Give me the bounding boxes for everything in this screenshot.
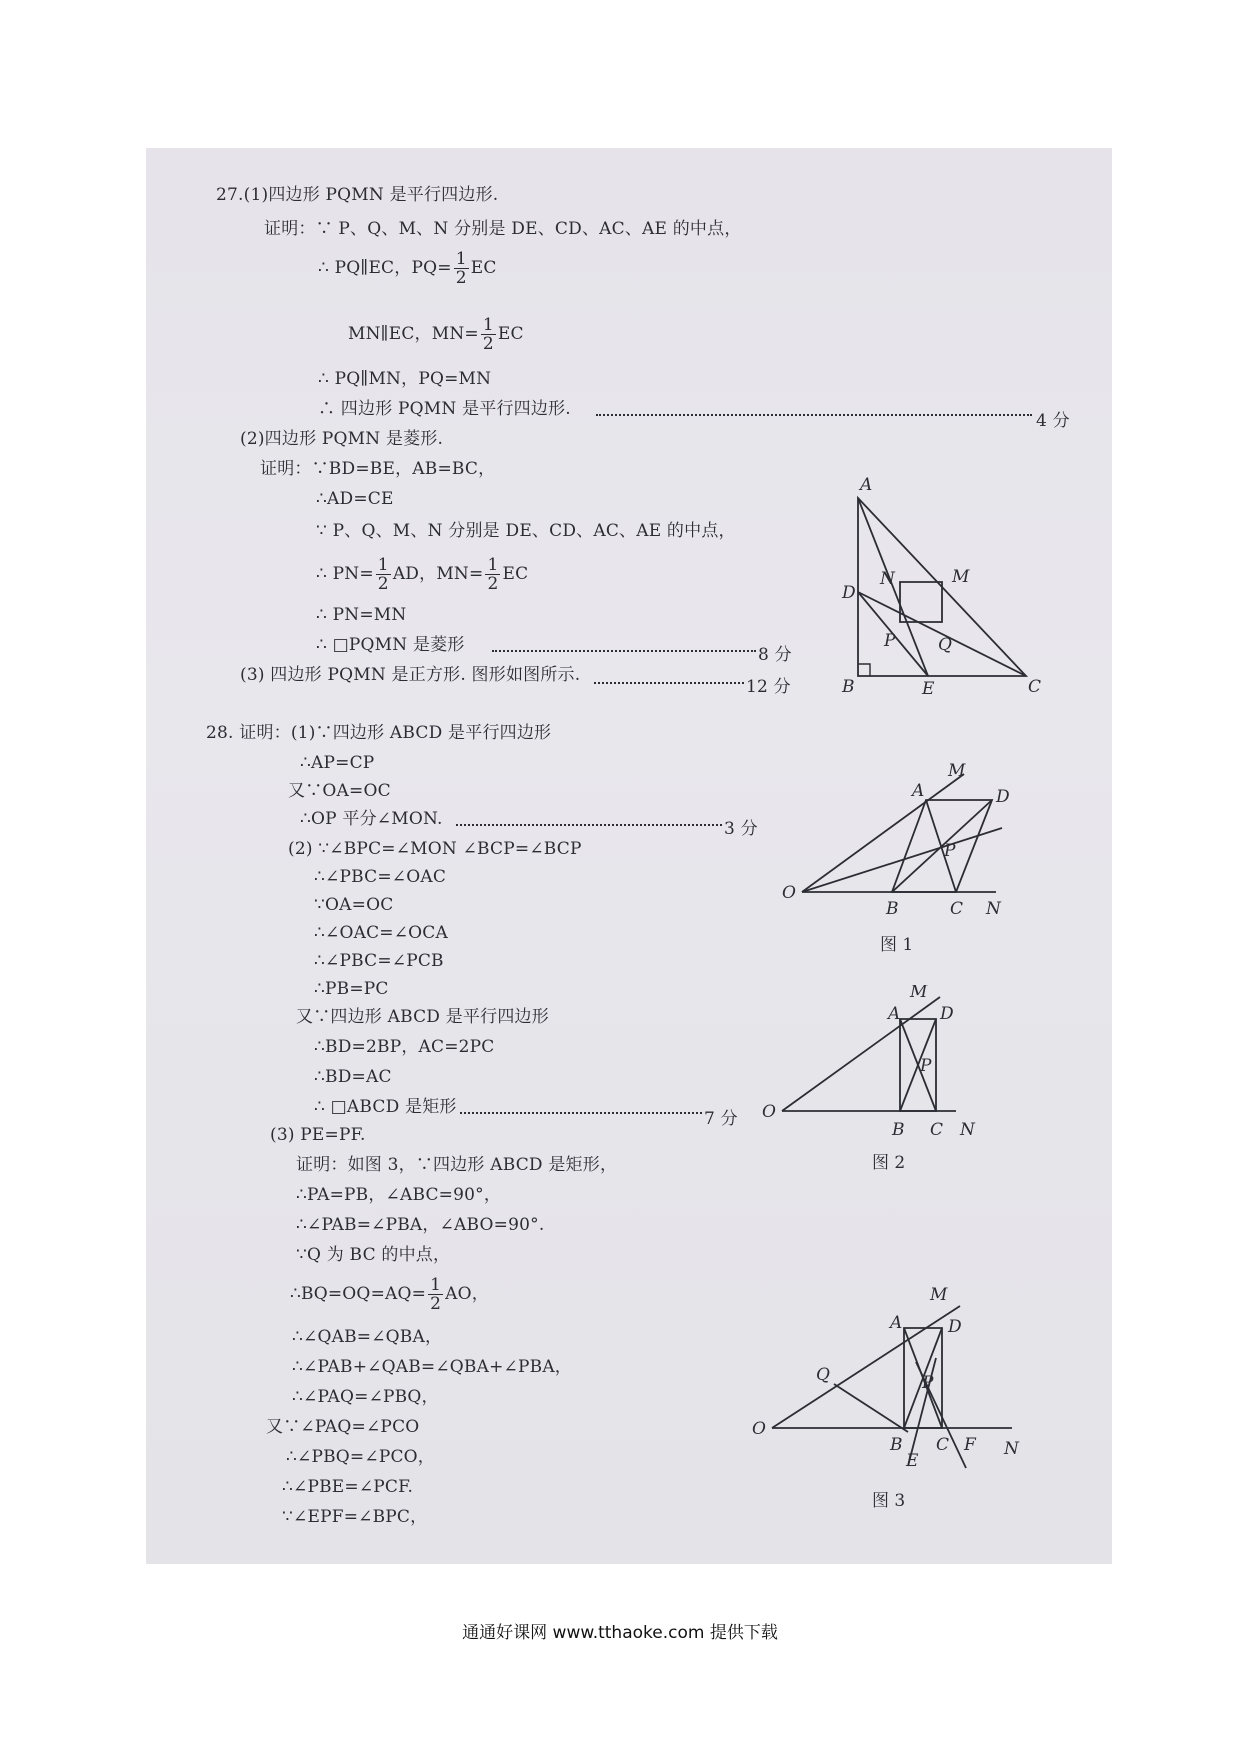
label-n: N xyxy=(960,1120,975,1140)
q27-line-4-text: MN∥EC，MN= xyxy=(348,324,479,344)
figure-2-caption: 图 2 xyxy=(872,1153,906,1173)
label-e: E xyxy=(906,1451,919,1471)
q28-line-17: ∴PA=PB，∠ABC=90°， xyxy=(296,1185,502,1205)
q28-dots-2 xyxy=(460,1096,702,1118)
fraction-half: $\frac{1}{2}$ xyxy=(487,555,499,594)
label-f: F xyxy=(964,1435,976,1455)
label-b: B xyxy=(886,899,899,919)
q27-dots-2 xyxy=(492,634,756,656)
fraction-half: $\frac{1}{2}$ xyxy=(482,315,494,354)
label-d: D xyxy=(948,1317,962,1337)
figure-1-caption: 图 1 xyxy=(880,935,914,955)
label-o: O xyxy=(752,1419,766,1439)
q28-line-7: ∵OA=OC xyxy=(314,895,394,915)
label-q: Q xyxy=(816,1365,830,1385)
q27-line-4 xyxy=(348,316,524,353)
right-angle-mark xyxy=(858,664,870,676)
q27-dots-3 xyxy=(594,666,744,688)
label-a: A xyxy=(912,781,925,801)
q28-line-20-tail: AO， xyxy=(445,1284,489,1304)
label-c: C xyxy=(936,1435,950,1455)
q28-line-11: 又∵四边形 ABCD 是平行四边形 xyxy=(296,1007,549,1027)
q28-line-14: ∴ □ABCD 是矩形 xyxy=(314,1097,457,1117)
q27-line-10: ∵ P、Q、M、N 分别是 DE、CD、AC、AE 的中点， xyxy=(316,521,736,541)
q28-line-13: ∴BD=AC xyxy=(314,1067,392,1087)
label-c: C xyxy=(1028,677,1042,697)
q28-line-20-text: ∴BQ=OQ=AQ= xyxy=(290,1284,427,1304)
label-n: N xyxy=(880,569,895,589)
label-d: D xyxy=(940,1004,954,1024)
label-o: O xyxy=(762,1102,776,1122)
label-m: M xyxy=(948,761,966,781)
ray-om xyxy=(772,1306,960,1428)
q28-line-8: ∴∠OAC=∠OCA xyxy=(314,923,448,943)
label-n: N xyxy=(1004,1439,1019,1459)
q27-line-9: ∴AD=CE xyxy=(316,489,394,509)
q27-line-3 xyxy=(318,250,497,287)
ray-om xyxy=(782,997,940,1111)
figure-1 xyxy=(780,760,1020,930)
label-a: A xyxy=(890,1313,903,1333)
q27-score-1: 4 分 xyxy=(1036,411,1070,431)
q28-line-5: (2) ∵∠BPC=∠MON ∠BCP=∠BCP xyxy=(288,839,582,859)
q27-line-11-tail: EC xyxy=(502,564,529,584)
q28-line-23: ∴∠PAQ=∠PBQ， xyxy=(292,1387,439,1407)
q27-line-11-mid: AD，MN= xyxy=(392,564,484,584)
q28-score-2: 7 分 xyxy=(704,1109,738,1129)
q28-line-1: 28. 证明：(1)∵四边形 ABCD 是平行四边形 xyxy=(206,723,552,743)
figure-2 xyxy=(760,985,1000,1145)
fraction-half: $\frac{1}{2}$ xyxy=(455,249,467,288)
q27-dots-1 xyxy=(596,398,1032,420)
q28-line-6: ∴∠PBC=∠OAC xyxy=(314,867,447,887)
label-p: P xyxy=(884,631,896,651)
q28-line-22: ∴∠PAB+∠QAB=∠QBA+∠PBA， xyxy=(292,1357,572,1377)
q27-line-11 xyxy=(316,556,528,593)
q28-line-2: ∴AP=CP xyxy=(300,753,375,773)
q27-line-4-tail: EC xyxy=(497,324,524,344)
q28-line-16: 证明：如图 3，∵四边形 ABCD 是矩形， xyxy=(296,1155,618,1175)
q28-line-15: (3) PE=PF. xyxy=(270,1125,366,1145)
q28-line-9: ∴∠PBC=∠PCB xyxy=(314,951,444,971)
label-d: D xyxy=(842,583,856,603)
q28-line-27: ∵∠EPF=∠BPC， xyxy=(282,1507,428,1527)
label-n: N xyxy=(986,899,1001,919)
q27-line-14: (3) 四边形 PQMN 是正方形. 图形如图所示. xyxy=(240,665,581,685)
q28-line-20 xyxy=(290,1276,489,1313)
label-p: P xyxy=(922,1373,934,1393)
q27-line-6: ∴ 四边形 PQMN 是平行四边形. xyxy=(318,399,571,419)
label-m: M xyxy=(910,985,928,1002)
q28-line-19: ∵Q 为 BC 的中点， xyxy=(296,1245,451,1265)
q28-line-25: ∴∠PBQ=∠PCO， xyxy=(286,1447,435,1467)
q28-line-24: 又∵∠PAQ=∠PCO xyxy=(266,1417,420,1437)
label-a: A xyxy=(860,475,873,495)
q27-line-3-text: ∴ PQ∥EC，PQ= xyxy=(318,258,452,278)
q27-line-5: ∴ PQ∥MN，PQ=MN xyxy=(318,369,492,389)
label-b: B xyxy=(892,1120,905,1140)
label-m: M xyxy=(930,1285,948,1305)
label-c: C xyxy=(950,899,964,919)
diagonal-bd xyxy=(892,800,992,892)
ray-om xyxy=(802,774,964,892)
label-a: A xyxy=(888,1004,901,1024)
figure-q27 xyxy=(830,470,1060,698)
q27-line-3-tail: EC xyxy=(470,258,497,278)
label-c: C xyxy=(930,1120,944,1140)
q27-line-8: 证明：∵BD=BE，AB=BC， xyxy=(260,459,496,479)
label-d: D xyxy=(996,787,1010,807)
label-m: M xyxy=(952,567,970,587)
label-b: B xyxy=(890,1435,903,1455)
q28-score-1: 3 分 xyxy=(724,819,758,839)
label-q: Q xyxy=(938,635,952,655)
q27-line-2: 证明：∵ P、Q、M、N 分别是 DE、CD、AC、AE 的中点， xyxy=(264,219,742,239)
q28-dots-1 xyxy=(456,808,722,830)
figure-3-caption: 图 3 xyxy=(872,1491,906,1511)
fraction-half: $\frac{1}{2}$ xyxy=(430,1275,442,1314)
q28-line-4: ∴OP 平分∠MON. xyxy=(300,809,443,829)
q27-line-13: ∴ □PQMN 是菱形 xyxy=(316,635,465,655)
footer-credit: 通通好课网 www.tthaoke.com 提供下载 xyxy=(462,1623,778,1643)
segment-qb xyxy=(834,1384,908,1432)
q28-line-26: ∴∠PBE=∠PCF. xyxy=(282,1477,414,1497)
label-p: P xyxy=(944,841,956,861)
figure-3 xyxy=(750,1280,1040,1480)
label-o: O xyxy=(782,883,796,903)
q27-score-2: 8 分 xyxy=(758,645,792,665)
q27-line-7: (2)四边形 PQMN 是菱形. xyxy=(240,429,444,449)
q27-score-3: 12 分 xyxy=(746,677,791,697)
q27-line-12: ∴ PN=MN xyxy=(316,605,407,625)
label-e: E xyxy=(922,679,935,698)
q27-line-1: 27.(1)四边形 PQMN 是平行四边形. xyxy=(216,185,499,205)
q28-line-21: ∴∠QAB=∠QBA， xyxy=(292,1327,443,1347)
q28-line-12: ∴BD=2BP，AC=2PC xyxy=(314,1037,495,1057)
q28-line-18: ∴∠PAB=∠PBA，∠ABO=90°. xyxy=(296,1215,545,1235)
q27-line-11-text: ∴ PN= xyxy=(316,564,374,584)
label-p: P xyxy=(920,1056,932,1076)
q28-line-3: 又∵OA=OC xyxy=(288,781,391,801)
fraction-half: $\frac{1}{2}$ xyxy=(377,555,389,594)
label-b: B xyxy=(842,677,855,697)
q28-line-10: ∴PB=PC xyxy=(314,979,389,999)
